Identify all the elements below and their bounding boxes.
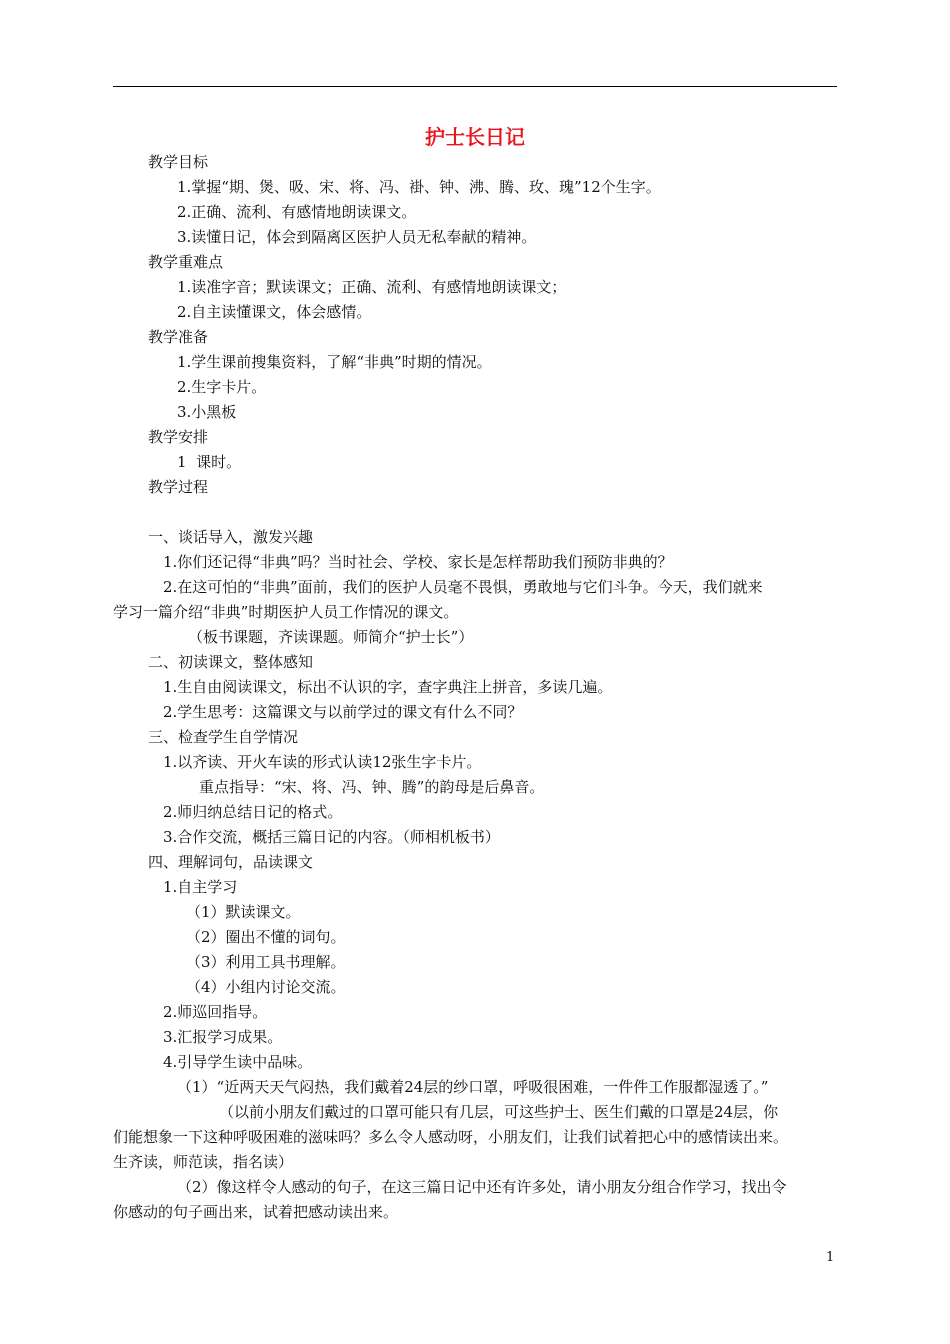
objective-item: 1.掌握“期、煲、吸、宋、将、冯、褂、钟、沸、腾、玫、瑰”12个生字。 <box>177 178 661 196</box>
part3-heading: 三、检查学生自学情况 <box>148 728 299 746</box>
key-points-heading: 教学重难点 <box>148 253 224 271</box>
part4-item: （4）小组内讨论交流。 <box>186 978 346 996</box>
part4-item: 你感动的句子画出来，试着把感动读出来。 <box>113 1203 399 1221</box>
arrangement-item: 1 课时。 <box>177 453 242 471</box>
part3-item: 重点指导：“宋、将、冯、钟、腾”的韵母是后鼻音。 <box>199 778 545 796</box>
part2-item: 2.学生思考：这篇课文与以前学过的课文有什么不同？ <box>163 703 523 721</box>
part3-item: 3.合作交流，概括三篇日记的内容。（师相机板书） <box>163 828 500 846</box>
document-title: 护士长日记 <box>425 125 525 149</box>
part4-item: （3）利用工具书理解。 <box>186 953 346 971</box>
process-heading: 教学过程 <box>148 478 209 496</box>
arrangement-heading: 教学安排 <box>148 428 209 446</box>
header-rule <box>113 86 837 87</box>
preparation-item: 3.小黑板 <box>177 403 237 421</box>
part2-heading: 二、初读课文，整体感知 <box>148 653 314 671</box>
part4-item: （1）“近两天天气闷热，我们戴着24层的纱口罩，呼吸很困难，一件件工作服都湿透了。” <box>177 1078 769 1096</box>
part3-item: 2.师归纳总结日记的格式。 <box>163 803 343 821</box>
part4-item: （以前小朋友们戴过的口罩可能只有几层，可这些护士、医生们戴的口罩是24层，你 <box>219 1103 779 1121</box>
part4-heading: 四、理解词句，品读课文 <box>148 853 314 871</box>
part1-item: （板书课题，齐读课题。师简介“护士长”） <box>188 628 474 646</box>
part4-item: （2）圈出不懂的词句。 <box>186 928 346 946</box>
part4-item: 生齐读，师范读，指名读） <box>113 1153 294 1171</box>
part1-heading: 一、谈话导入，激发兴趣 <box>148 528 314 546</box>
part3-item: 1.以齐读、开火车读的形式认读12张生字卡片。 <box>163 753 482 771</box>
objective-item: 3.读懂日记，体会到隔离区医护人员无私奉献的精神。 <box>177 228 537 246</box>
part4-item: 2.师巡回指导。 <box>163 1003 268 1021</box>
preparation-heading: 教学准备 <box>148 328 209 346</box>
page-number: 1 <box>826 1250 835 1265</box>
key-point-item: 2.自主读懂课文，体会感情。 <box>177 303 372 321</box>
part4-item: 3.汇报学习成果。 <box>163 1028 283 1046</box>
key-point-item: 1.读准字音；默读课文；正确、流利、有感情地朗读课文； <box>177 278 567 296</box>
preparation-item: 2.生字卡片。 <box>177 378 267 396</box>
part4-item: （1）默读课文。 <box>186 903 301 921</box>
part4-item: 1.自主学习 <box>163 878 238 896</box>
objective-item: 2.正确、流利、有感情地朗读课文。 <box>177 203 417 221</box>
objectives-heading: 教学目标 <box>148 153 209 171</box>
part4-item: 4.引导学生读中品味。 <box>163 1053 313 1071</box>
part4-item: （2）像这样令人感动的句子，在这三篇日记中还有许多处，请小朋友分组合作学习，找出令 <box>177 1178 787 1196</box>
part1-item: 学习一篇介绍“非典”时期医护人员工作情况的课文。 <box>113 603 459 621</box>
preparation-item: 1.学生课前搜集资料，了解“非典”时期的情况。 <box>177 353 492 371</box>
part1-item: 1.你们还记得“非典”吗？当时社会、学校、家长是怎样帮助我们预防非典的？ <box>163 553 673 571</box>
part4-item: 们能想象一下这种呼吸困难的滋味吗？多么令人感动呀，小朋友们，让我们试着把心中的感情读出来。 <box>113 1128 789 1146</box>
part2-item: 1.生自由阅读课文，标出不认识的字，查字典注上拼音，多读几遍。 <box>163 678 613 696</box>
part1-item: 2.在这可怕的“非典”面前，我们的医护人员毫不畏惧，勇敢地与它们斗争。今天，我们就来 <box>163 578 763 596</box>
